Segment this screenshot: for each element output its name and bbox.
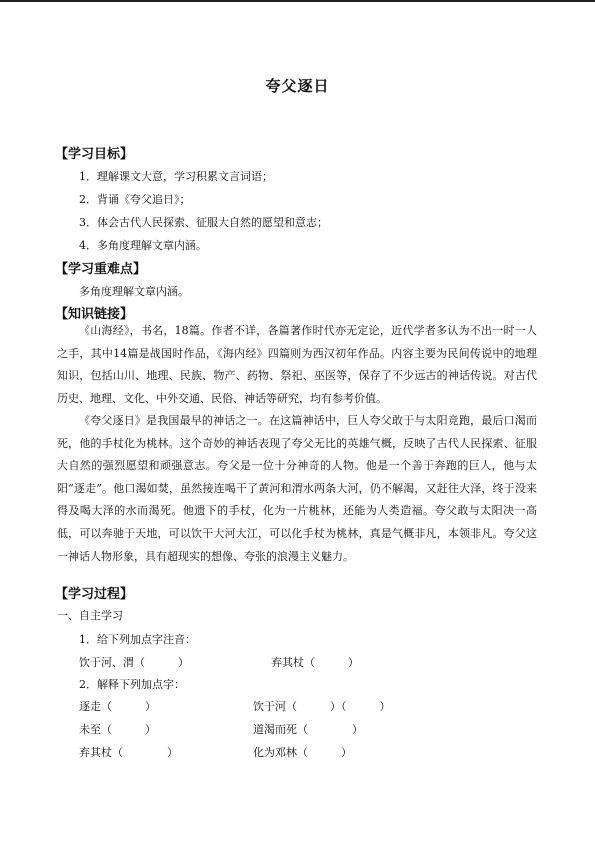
process-part-1: 一、自主学习 (57, 609, 123, 622)
q1-item-pinyin: 饮于河、渭（ ） (79, 656, 189, 669)
page-title: 夸父逐日 (265, 77, 330, 95)
goal-item: 4．多角度理解文章内涵。 (79, 239, 207, 252)
question-2: 2．解释下列加点字： (79, 678, 185, 691)
key-points-text: 多角度理解文章内涵。 (79, 285, 189, 298)
knowledge-paragraph-2: 《夸父逐日》是我国最早的神话之一。在这篇神话中，巨人夸父敢于与太阳竞跑，最后口渴而死，他的手杖化为桃林。这个奇妙的神话表现了夸父无比的英雄气概，反映了古代人民探索、征服大自然的强烈愿望和顽强意志。夸父是一位十分神奇的人物。他是一个善于奔跑的巨人，他与太阳“逐走”。他口渴如焚，虽然接连喝干了黄河和渭水两条大河，仍不解渴，又赶往大泽，终于没来得及喝大泽的水而渴死。他遗下的手杖，化为一片桃林，还能为人类造福。夸父敢与太阳决一高低，可以奔驰于天地，可以饮干大河大江，可以化手杖为桃林，真是气概非凡，本领非凡。夸父这一神话人物形象，具有超现实的想像、夸张的浪漫主义魅力。 (57, 414, 537, 563)
section-heading-process: 【学习过程】 (55, 587, 134, 602)
goal-item: 1．理解课文大意，学习积累文言词语； (79, 170, 273, 183)
q2-item: 化为邓林（ ） (253, 746, 352, 759)
q2-item: 未至（ ） (79, 723, 156, 736)
q2-item: 逐走（ ） (79, 700, 156, 713)
q2-item: 道渴而死（ ） (253, 723, 363, 736)
goal-item: 2．背诵《夸父追日》； (79, 193, 191, 206)
goal-item: 3．体会古代人民探索、征服大自然的愿望和意志； (79, 216, 328, 229)
section-heading-goals: 【学习目标】 (55, 147, 134, 162)
section-heading-knowledge: 【知识链接】 (55, 307, 134, 322)
question-1: 1．给下列加点字注音： (79, 633, 196, 646)
q1-item-pinyin: 弃其杖（ ） (271, 656, 359, 669)
page-top-border (0, 0, 595, 2)
q2-item: 饮于河（ ）（ ） (253, 700, 391, 713)
q2-item: 弃其杖（ ） (79, 746, 178, 759)
section-heading-key-points: 【学习重难点】 (55, 262, 147, 277)
knowledge-paragraph-1: 《山海经》，书名，18篇。作者不详，各篇著作时代亦无定论，近代学者多认为不出一时一人之手，其中14篇是战国时作品，《海内经》四篇则为西汉初年作品。内容主要为民间传说中的地理知识，包括山川、地理、民族、物产、药物、祭祀、巫医等，保存了不少远古的神话传说。对古代历史、地理、文化、中外交通、民俗、神话等研究，均有参考价值。 (57, 324, 537, 405)
